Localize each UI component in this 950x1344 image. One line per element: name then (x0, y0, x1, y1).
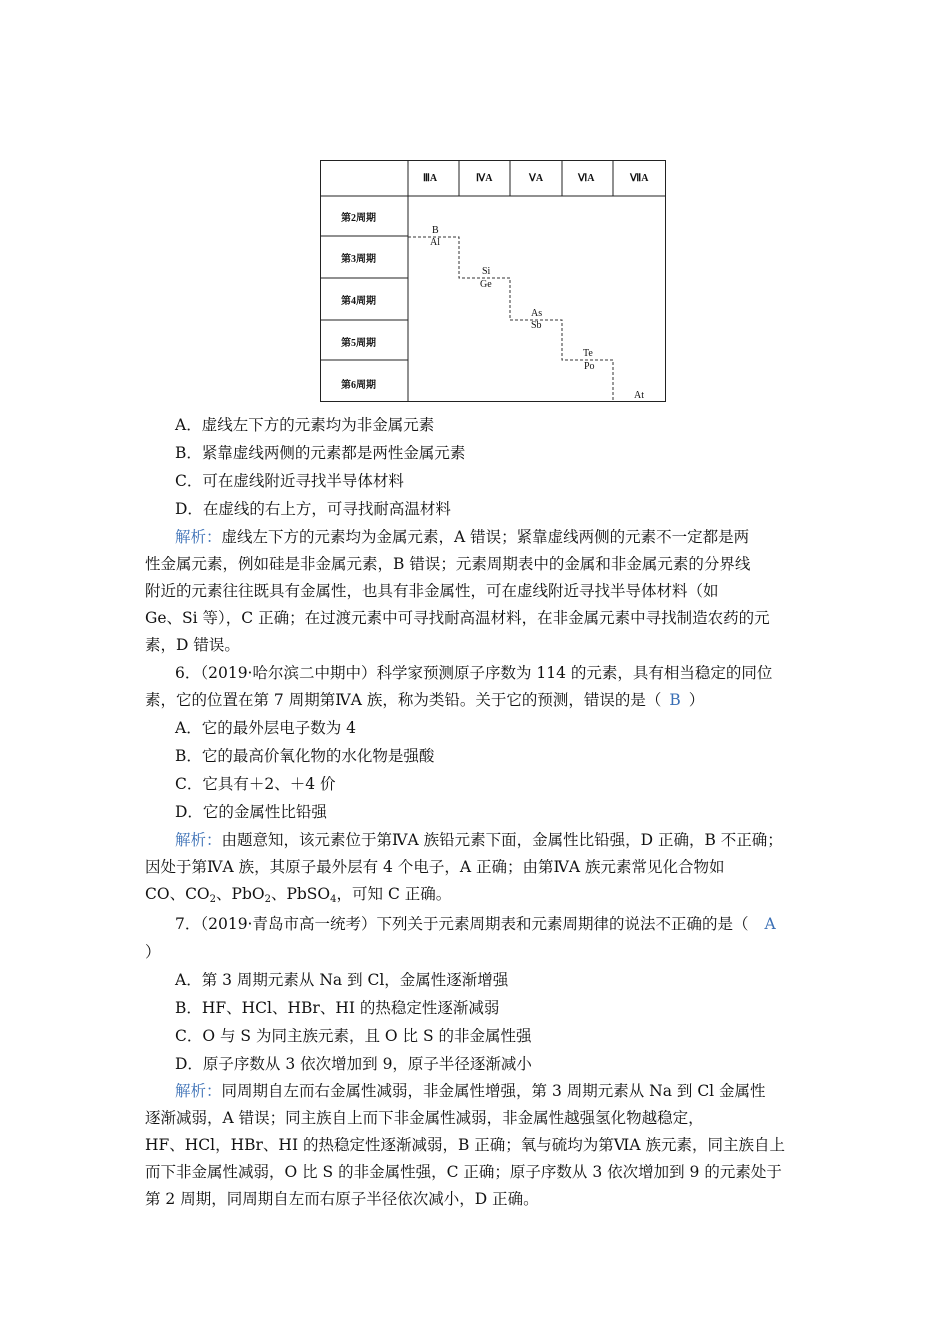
q6-option-c: C．它具有＋2、＋4 价 (175, 775, 336, 793)
q6-option-a: A．它的最外层电子数为 4 (175, 719, 356, 737)
element-si: Si (482, 266, 491, 277)
q6-stem-line-2: 素，它的位置在第 7 周期第ⅣA 族，称为类铅。关于它的预测，错误的是（ B ） (145, 691, 705, 709)
q7-option-a: A．第 3 周期元素从 Na 到 Cl，金属性逐渐增强 (175, 971, 509, 989)
q7-analysis-line-4: 而下非金属性减弱，O 比 S 的非金属性强，C 正确；原子序数从 3 依次增加到 9 的元素处于 (145, 1163, 782, 1181)
period-label-3: 第3周期 (341, 254, 376, 265)
q7-option-c: C．O 与 S 为同主族元素，且 O 比 S 的非金属性强 (175, 1027, 532, 1045)
q5-analysis-line-2: 性金属元素，例如硅是非金属元素，B 错误；元素周期表中的金属和非金属元素的分界线 (145, 555, 751, 573)
q5-analysis-line-4: Ge、Si 等），C 正确；在过渡元素中可寻找耐高温材料，在非金属元素中寻找制造农药的元 (145, 609, 770, 627)
q7-analysis-line-5: 第 2 周期，同周期自左而右原子半径依次减小，D 正确。 (145, 1190, 539, 1208)
group-header-3a: ⅢA (423, 173, 438, 184)
period-label-6: 第6周期 (341, 380, 376, 391)
q6-analysis-line-3: CO、$CO_2$、PbO$_2$、PbSO$_4$，可知 C 正确。 (145, 885, 452, 905)
figure-grid (320, 160, 666, 402)
q7-analysis-line-3: HF、HCl，HBr、HI 的热稳定性逐渐减弱，B 正确；氧与硫均为第ⅥA 族元素，同主族自上 (145, 1136, 786, 1154)
element-al: Al (430, 237, 440, 248)
element-at: At (634, 390, 644, 401)
q5-option-d: D．在虚线的右上方，可寻找耐高温材料 (175, 500, 451, 518)
periodic-table-figure (320, 160, 666, 402)
q5-option-c: C．可在虚线附近寻找半导体材料 (175, 472, 404, 490)
element-as: As (531, 308, 543, 319)
element-po: Po (584, 361, 595, 372)
q7-option-d: D．原子序数从 3 依次增加到 9，原子半径逐渐减小 (175, 1055, 532, 1073)
q5-analysis-label: 解析： (175, 528, 222, 546)
group-header-4a: ⅣA (476, 173, 493, 184)
q5-analysis-line-5: 素，D 错误。 (145, 636, 240, 654)
q7-stem-close: ） (145, 943, 161, 961)
q7-answer: A (764, 915, 776, 933)
q5-analysis-line-1: 解析：虚线左下方的元素均为金属元素，A 错误；紧靠虚线两侧的元素不一定都是两 (175, 528, 750, 546)
dashed-boundary-line (408, 237, 613, 402)
q6-answer: B (669, 691, 681, 709)
group-header-5a: ⅤA (529, 173, 544, 184)
group-header-7a: ⅦA (630, 173, 649, 184)
q6-option-b: B．它的最高价氧化物的水化物是强酸 (175, 747, 435, 765)
q6-analysis-label: 解析： (175, 831, 222, 849)
element-ge: Ge (480, 279, 492, 290)
q6-analysis-line-2: 因处于第ⅣA 族，其原子最外层有 4 个电子，A 正确；由第ⅣA 族元素常见化合物如 (145, 858, 725, 876)
q7-analysis-line-1: 解析：同周期自左而右金属性减弱，非金属性增强，第 3 周期元素从 Na 到 Cl 金属性 (175, 1082, 766, 1100)
period-label-2: 第2周期 (341, 213, 376, 224)
q5-analysis-line-3: 附近的元素往往既具有金属性，也具有非金属性，可在虚线附近寻找半导体材料（如 (145, 582, 719, 600)
q5-option-a: A．虚线左下方的元素均为非金属元素 (175, 416, 435, 434)
element-te: Te (583, 348, 593, 359)
q7-option-b: B．HF、HCl、HBr、HI 的热稳定性逐渐减弱 (175, 999, 500, 1017)
group-header-6a: ⅥA (578, 173, 595, 184)
q6-option-d: D．它的金属性比铅强 (175, 803, 327, 821)
q7-stem-line-1: 7．（2019·青岛市高一统考）下列关于元素周期表和元素周期律的说法不正确的是（ A (175, 915, 776, 933)
q6-stem-line-1: 6．（2019·哈尔滨二中期中）科学家预测原子序数为 114 的元素，具有相当稳定的同位 (175, 664, 773, 682)
element-sb: Sb (531, 320, 542, 331)
q6-analysis-line-1: 解析：由题意知，该元素位于第ⅣA 族铅元素下面，金属性比铅强，D 正确，B 不正确； (175, 831, 783, 849)
q7-analysis-label: 解析： (175, 1082, 222, 1100)
element-b: B (432, 225, 439, 236)
period-label-5: 第5周期 (341, 338, 376, 349)
period-label-4: 第4周期 (341, 296, 376, 307)
q5-option-b: B．紧靠虚线两侧的元素都是两性金属元素 (175, 444, 466, 462)
q7-analysis-line-2: 逐渐减弱，A 错误；同主族自上而下非金属性减弱，非金属性越强氢化物越稳定， (145, 1109, 704, 1127)
